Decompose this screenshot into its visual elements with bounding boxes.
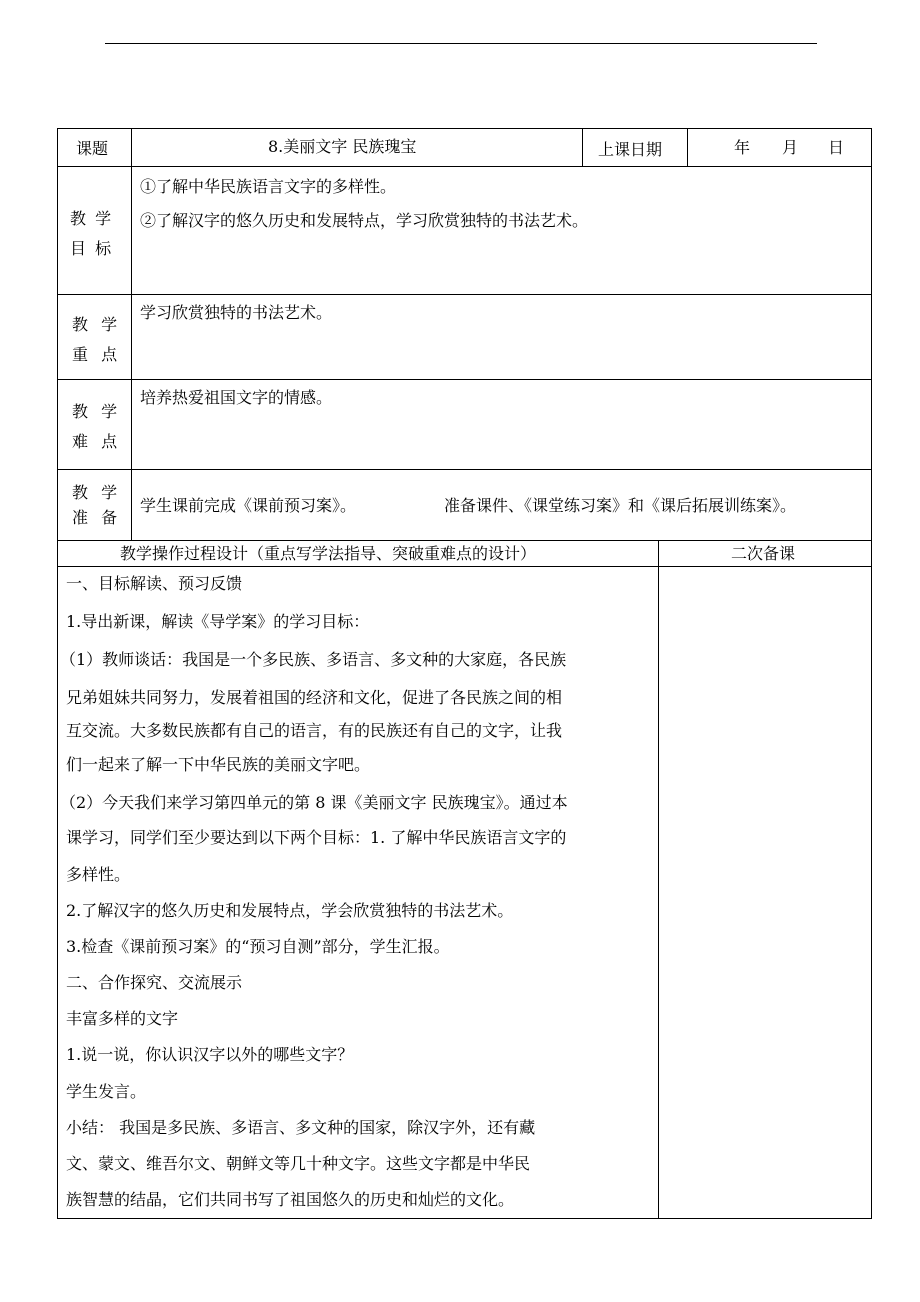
key-points-text: 学习欣赏独特的书法艺术。 <box>140 303 333 322</box>
difficulties-text: 培养热爱祖国文字的情感。 <box>140 388 333 407</box>
difficulties-label-cell <box>57 379 131 469</box>
process-line: 小结： 我国是多民族、多语言、多文种的国家，除汉字外，还有藏 <box>66 1118 536 1137</box>
process-line: 互交流。大多数民族都有自己的语言，有的民族还有自己的文字，让我 <box>66 721 563 740</box>
process-line: 们一起来了解一下中华民族的美丽文字吧。 <box>66 755 371 774</box>
key-points-content-cell <box>131 294 872 379</box>
process-heading-cell <box>57 540 658 566</box>
title-label-cell <box>57 128 131 166</box>
process-line: 兄弟姐妹共同努力，发展着祖国的经济和文化，促进了各民族之间的相 <box>66 688 563 707</box>
date-cell <box>687 128 872 166</box>
process-line: 丰富多样的文字 <box>66 1009 179 1028</box>
process-line: 文、蒙文、维吾尔文、朝鲜文等几十种文字。这些文字都是中华民 <box>66 1154 531 1173</box>
difficulties-label-line2: 难 点 <box>72 432 122 451</box>
second-prep-body-cell <box>658 566 872 1219</box>
preparation-label-line2: 准 备 <box>72 508 122 527</box>
objectives-label-cell <box>57 166 131 294</box>
title-label: 课题 <box>76 139 109 158</box>
process-line: 多样性。 <box>66 865 131 884</box>
process-line: 1.说一说，你认识汉字以外的哪些文字？ <box>66 1045 354 1064</box>
second-prep-heading-cell <box>658 540 872 566</box>
objective-2: ②了解汉字的悠久历史和发展特点，学习欣赏独特的书法艺术。 <box>140 211 589 230</box>
process-line: 二、合作探究、交流展示 <box>66 973 243 992</box>
preparation-content-cell <box>131 469 872 540</box>
second-prep-heading: 二次备课 <box>731 544 796 563</box>
objectives-label-line1: 教 学 <box>70 209 114 228</box>
date-month: 月 <box>782 138 799 157</box>
difficulties-label-line1: 教 学 <box>72 402 122 421</box>
header-rule <box>105 43 817 44</box>
process-line: 族智慧的结晶，它们共同书写了祖国悠久的历史和灿烂的文化。 <box>66 1190 515 1209</box>
preparation-label-cell <box>57 469 131 540</box>
process-line: 学生发言。 <box>66 1082 147 1101</box>
title-cell <box>131 128 582 166</box>
key-points-label-line2: 重 点 <box>72 345 122 364</box>
preparation-teacher: 准备课件、《课堂练习案》和《课后拓展训练案》。 <box>444 496 797 515</box>
lesson-title: 8.美丽文字 民族瑰宝 <box>268 137 417 156</box>
date-year: 年 <box>734 138 751 157</box>
process-heading: 教学操作过程设计（重点写学法指导、突破重难点的设计） <box>120 544 537 563</box>
objective-1: ①了解中华民族语言文字的多样性。 <box>140 177 397 196</box>
process-line: （2）今天我们来学习第四单元的第 8 课《美丽文字 民族瑰宝》。通过本 <box>60 793 568 812</box>
key-points-label-line1: 教 学 <box>72 315 122 334</box>
objectives-label-line2: 目 标 <box>70 239 114 258</box>
process-line: （1）教师谈话：我国是一个多民族、多语言、多文种的大家庭，各民族 <box>60 650 567 669</box>
preparation-label-line1: 教 学 <box>72 483 122 502</box>
process-line: 1.导出新课，解读《导学案》的学习目标： <box>66 612 370 631</box>
process-line: 2.了解汉字的悠久历史和发展特点，学会欣赏独特的书法艺术。 <box>66 901 514 920</box>
date-label: 上课日期 <box>598 140 663 159</box>
process-line: 课学习，同学们至少要达到以下两个目标：1. 了解中华民族语言文字的 <box>66 828 567 847</box>
preparation-student: 学生课前完成《课前预习案》。 <box>140 496 357 515</box>
process-line: 一、目标解读、预习反馈 <box>66 574 243 593</box>
date-label-cell <box>582 128 687 166</box>
process-line: 3.检查《课前预习案》的“预习自测”部分，学生汇报。 <box>66 937 450 956</box>
objectives-content-cell <box>131 166 872 294</box>
date-day: 日 <box>828 138 845 157</box>
key-points-label-cell <box>57 294 131 379</box>
difficulties-content-cell <box>131 379 872 469</box>
